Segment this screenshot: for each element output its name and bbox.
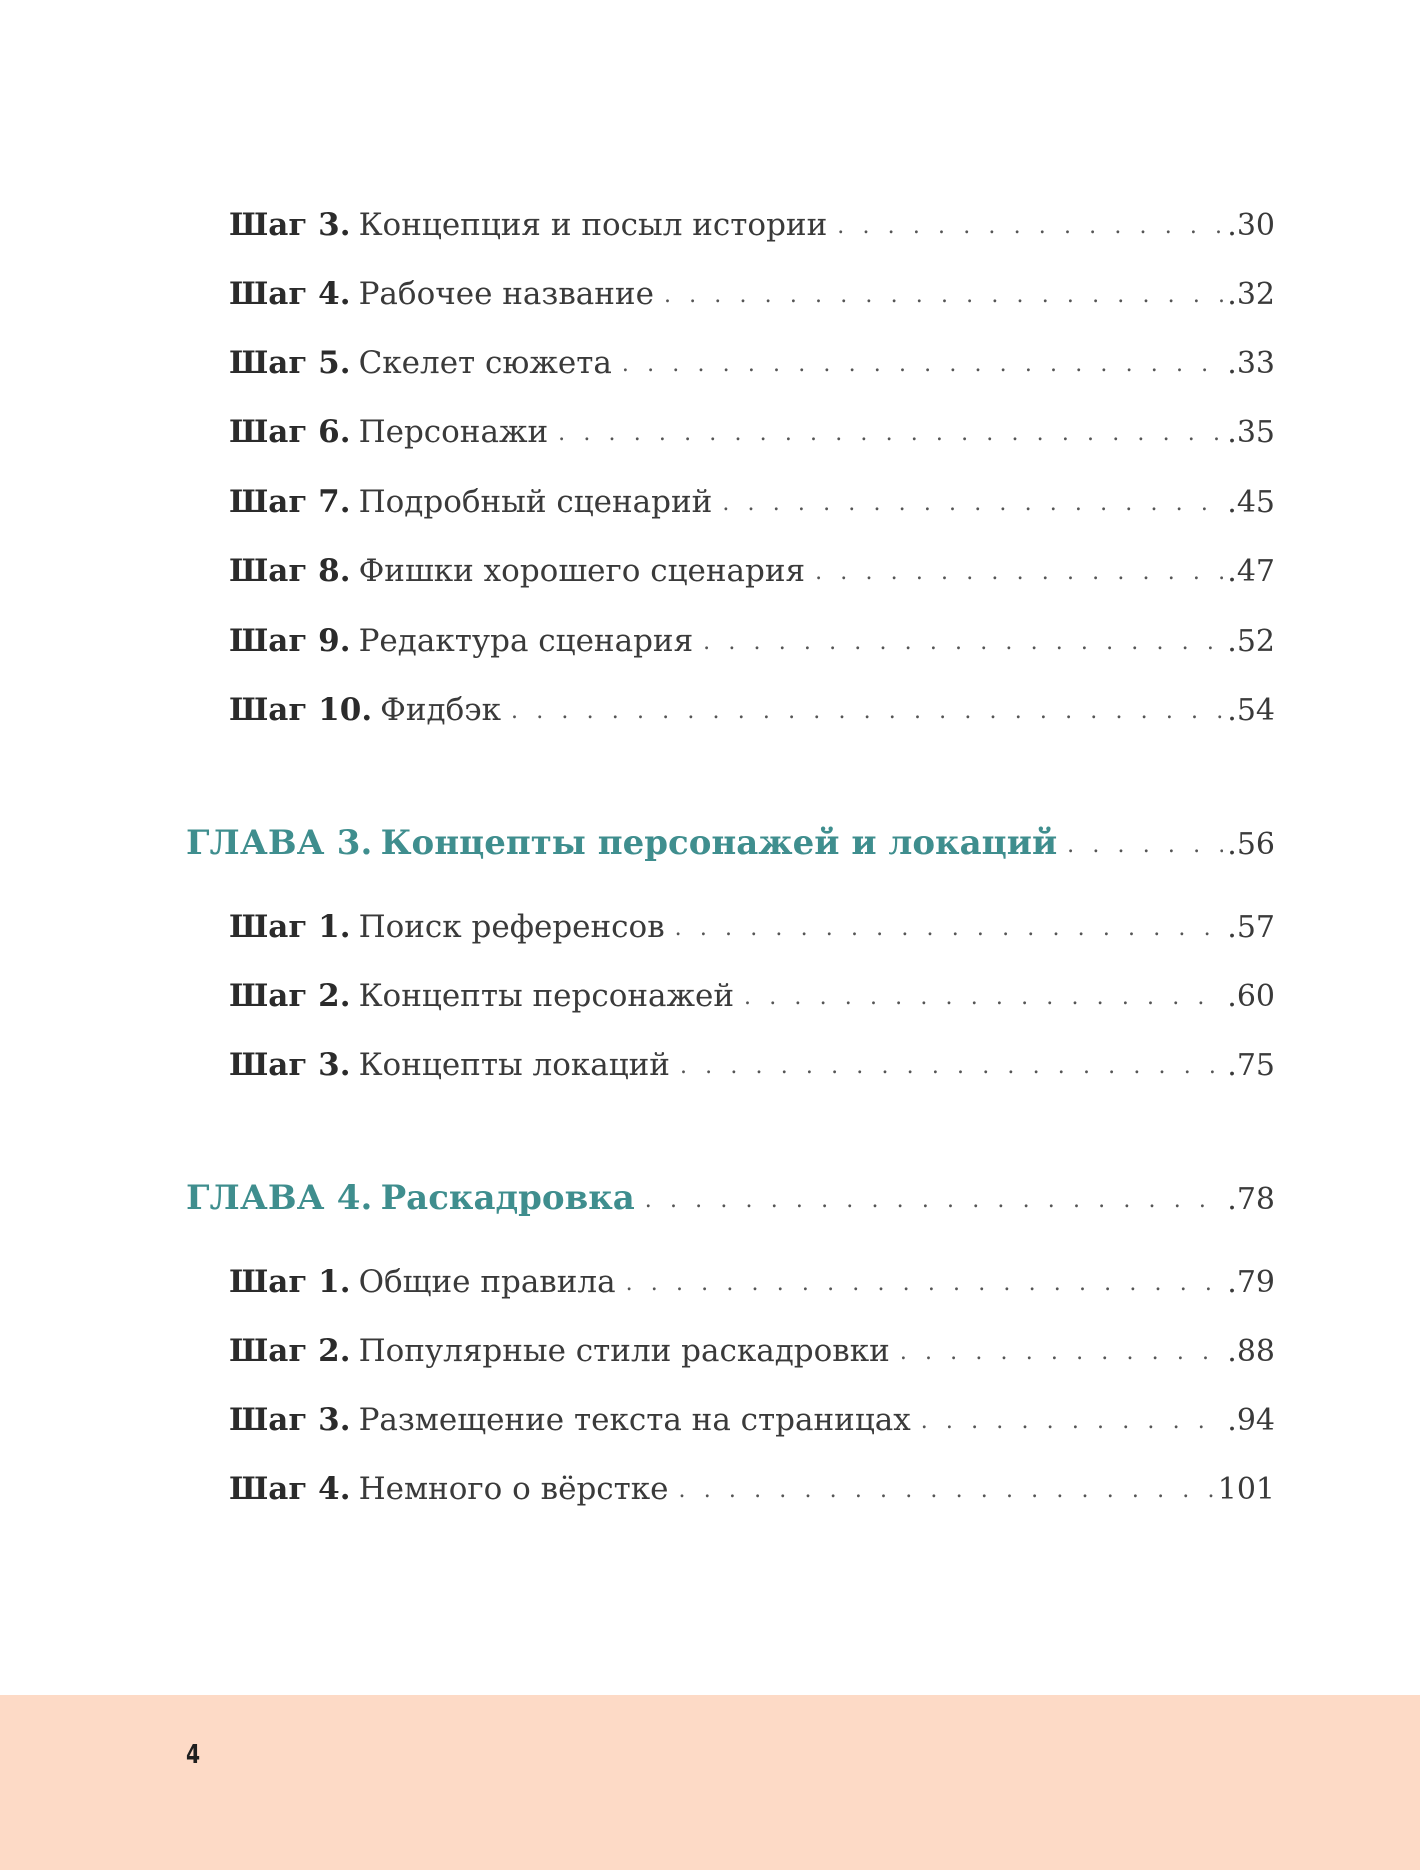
toc-page-number: 101 [1217,1472,1275,1507]
toc-chapter-4[interactable] [186,1176,1275,1225]
toc-step-title: Концепты персонажей [358,978,735,1014]
toc-chapter-3[interactable] [186,821,1275,870]
toc-step-title: Скелет сюжета [358,345,612,381]
toc-leader-dots [921,1402,1224,1442]
toc-step-label: Шаг 9. [229,623,351,659]
toc-entry[interactable] [229,274,1275,318]
toc-step-label: Шаг 3. [229,1047,351,1083]
toc-step-title: Размещение текста на страницах [358,1402,911,1438]
toc-leader-dots [664,276,1223,316]
footer-band [0,1695,1420,1870]
toc-page-number: .30 [1227,208,1275,243]
toc-chapter-label: ГЛАВА 4. [186,1178,373,1218]
toc-step-title: Персонажи [358,414,549,450]
toc-leader-dots [703,623,1223,663]
toc-step-label: Шаг 2. [229,1333,351,1369]
toc-page-number: .79 [1227,1265,1275,1300]
toc-entry[interactable] [229,621,1275,665]
toc-step-title: Концепты локаций [358,1047,670,1083]
toc-chapter-label: ГЛАВА 3. [186,823,373,863]
toc-leader-dots [675,909,1224,949]
toc-page-number: .54 [1227,693,1275,728]
toc-step-label: Шаг 8. [229,553,351,589]
toc-leader-dots [722,484,1223,524]
toc-step-label: Шаг 6. [229,414,351,450]
page-number: 4 [186,1740,201,1770]
toc-step-title: Рабочее название [358,276,654,312]
toc-page-number: .35 [1227,415,1275,450]
toc-step-label: Шаг 4. [229,1471,351,1507]
toc-step-label: Шаг 3. [229,207,351,243]
toc-entry[interactable] [229,1469,1275,1513]
toc-leader-dots [645,1179,1223,1223]
toc-step-title: Фидбэк [380,692,502,728]
toc-page-number: .75 [1227,1048,1275,1083]
toc-leader-dots [680,1047,1223,1087]
toc-step-label: Шаг 4. [229,276,351,312]
toc-page-number: .33 [1227,346,1275,381]
toc-step-label: Шаг 2. [229,978,351,1014]
toc-page-number: .57 [1227,910,1275,945]
toc-chapter-title: Концепты персонажей и локаций [380,823,1058,863]
toc-entry[interactable] [229,976,1275,1020]
toc-entry[interactable] [229,343,1275,387]
toc-page-number: .88 [1227,1334,1275,1369]
toc-page-number: .32 [1227,277,1275,312]
toc-page-number: .60 [1227,979,1275,1014]
toc-entry[interactable] [229,205,1275,249]
toc-leader-dots [622,345,1223,385]
toc-entry[interactable] [229,1400,1275,1444]
toc-leader-dots [1067,824,1223,868]
toc-step-title: Поиск референсов [358,909,665,945]
toc-page-number: .78 [1227,1182,1275,1217]
toc-step-title: Подробный сценарий [358,484,713,520]
toc-step-title: Общие правила [358,1264,616,1300]
toc-step-title: Популярные стили раскадровки [358,1333,890,1369]
toc-step-label: Шаг 5. [229,345,351,381]
toc-entry[interactable] [229,551,1275,595]
toc-step-label: Шаг 1. [229,1264,351,1300]
toc-entry[interactable] [229,482,1275,526]
toc-leader-dots [679,1471,1214,1511]
toc-entry[interactable] [229,1045,1275,1089]
toc-step-title: Редактура сценария [358,623,694,659]
toc-leader-dots [744,978,1223,1018]
toc-leader-dots [900,1333,1223,1373]
toc-page-number: .94 [1227,1403,1275,1438]
toc-step-title: Немного о вёрстке [358,1471,669,1507]
toc-page-number: .52 [1227,624,1275,659]
toc-page-number: .47 [1227,554,1275,589]
toc-entry[interactable] [229,690,1275,734]
toc-step-label: Шаг 10. [229,692,373,728]
toc-step-label: Шаг 1. [229,909,351,945]
toc-page-number: .45 [1227,485,1275,520]
toc-entry[interactable] [229,1331,1275,1375]
toc-leader-dots [815,553,1223,593]
toc-step-title: Фишки хорошего сценария [358,553,806,589]
toc-step-title: Концепция и посыл истории [358,207,828,243]
toc-step-label: Шаг 3. [229,1402,351,1438]
toc-page-number: .56 [1227,827,1275,862]
toc-entry[interactable] [229,412,1275,456]
toc-entry[interactable] [229,907,1275,951]
toc-entry[interactable] [229,1262,1275,1306]
toc-leader-dots [511,692,1223,732]
toc-leader-dots [837,207,1223,247]
toc-chapter-title: Раскадровка [380,1178,635,1218]
toc-leader-dots [558,414,1223,454]
toc-step-label: Шаг 7. [229,484,351,520]
toc-leader-dots [626,1264,1224,1304]
